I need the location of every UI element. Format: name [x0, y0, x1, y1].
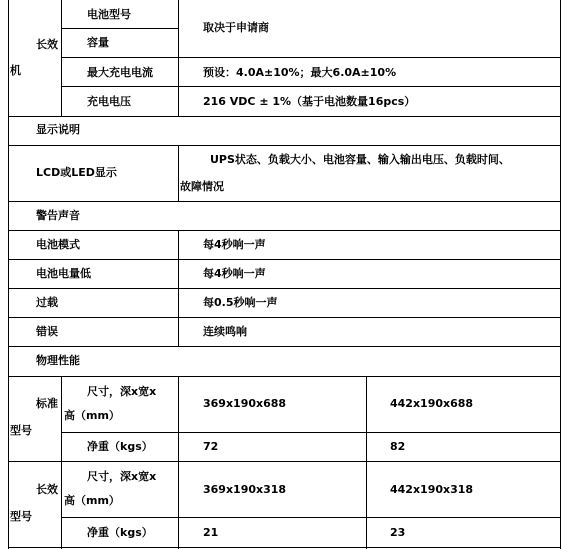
dimension-label-line1: 尺寸，深x宽x — [87, 470, 157, 483]
grid-line — [178, 376, 179, 549]
model-group-label-bottom: 型号 — [10, 510, 32, 523]
dimension-value: 369x190x688 — [203, 396, 287, 410]
charge-voltage-label: 充电电压 — [87, 95, 131, 108]
alarm-label: 电池电量低 — [36, 267, 91, 280]
grid-line — [8, 145, 561, 146]
display-section-title: 显示说明 — [36, 123, 80, 136]
grid-line — [61, 28, 179, 29]
weight-value: 23 — [390, 525, 406, 539]
grid-line — [8, 288, 561, 289]
alarm-label: 电池模式 — [36, 238, 80, 251]
grid-line — [61, 86, 561, 87]
alarm-label: 错误 — [36, 325, 58, 338]
weight-value: 21 — [203, 525, 219, 539]
alarm-value: 连续鸣响 — [203, 325, 247, 338]
grid-line — [560, 0, 561, 549]
grid-line — [61, 376, 62, 549]
model-group-label-bottom: 型号 — [10, 424, 32, 437]
grid-line — [8, 201, 561, 202]
battery-type-label: 电池型号 — [87, 8, 131, 21]
weight-label: 净重（kgs） — [87, 526, 153, 539]
grid-line — [8, 259, 561, 260]
dimension-value: 442x190x318 — [390, 482, 474, 496]
physical-section-title: 物理性能 — [36, 354, 80, 367]
lcd-value-line1: UPS状态、负载大小、电池容量、输入输出电压、负载时间、 — [210, 153, 510, 166]
alarm-value: 每4秒响一声 — [203, 238, 266, 251]
dimension-label-line2: 高（mm） — [64, 409, 120, 422]
model-group-label-top: 长效 — [36, 483, 58, 496]
grid-line — [61, 517, 561, 518]
grid-line — [8, 376, 561, 377]
lcd-value-line2: 故障情况 — [180, 180, 224, 193]
charge-voltage-value: 216 VDC ± 1%（基于电池数量16pcs） — [203, 95, 416, 108]
battery-capacity-label: 容量 — [87, 36, 109, 49]
grid-line — [366, 376, 367, 549]
alarm-section-title: 警告声音 — [36, 209, 80, 222]
battery-type-capacity-value: 取决于申请商 — [203, 21, 269, 34]
grid-line — [8, 547, 561, 548]
battery-row-label: 机 — [10, 64, 21, 77]
max-charge-label: 最大充电电流 — [87, 66, 153, 79]
model-group-label-top: 标准 — [36, 397, 58, 410]
grid-line — [61, 0, 62, 116]
dimension-label-line2: 高（mm） — [64, 494, 120, 507]
weight-label: 净重（kgs） — [87, 440, 153, 453]
grid-line — [178, 145, 179, 201]
grid-line — [8, 0, 9, 549]
weight-value: 72 — [203, 439, 219, 453]
alarm-value: 每4秒响一声 — [203, 267, 266, 280]
alarm-value: 每0.5秒响一声 — [203, 296, 278, 309]
dimension-label-line1: 尺寸，深x宽x — [87, 385, 157, 398]
grid-line — [8, 230, 561, 231]
grid-line — [8, 317, 561, 318]
grid-line — [8, 116, 561, 117]
grid-line — [178, 0, 179, 116]
grid-line — [8, 346, 561, 347]
dimension-value: 442x190x688 — [390, 396, 474, 410]
grid-line — [61, 432, 561, 433]
lcd-label: LCD或LED显示 — [36, 166, 117, 179]
battery-group-label: 长效 — [36, 38, 58, 51]
alarm-label: 过载 — [36, 296, 58, 309]
dimension-value: 369x190x318 — [203, 482, 287, 496]
grid-line — [8, 461, 561, 462]
max-charge-value: 预设：4.0A±10%；最大6.0A±10% — [203, 66, 397, 79]
weight-value: 82 — [390, 439, 406, 453]
grid-line — [61, 57, 561, 58]
